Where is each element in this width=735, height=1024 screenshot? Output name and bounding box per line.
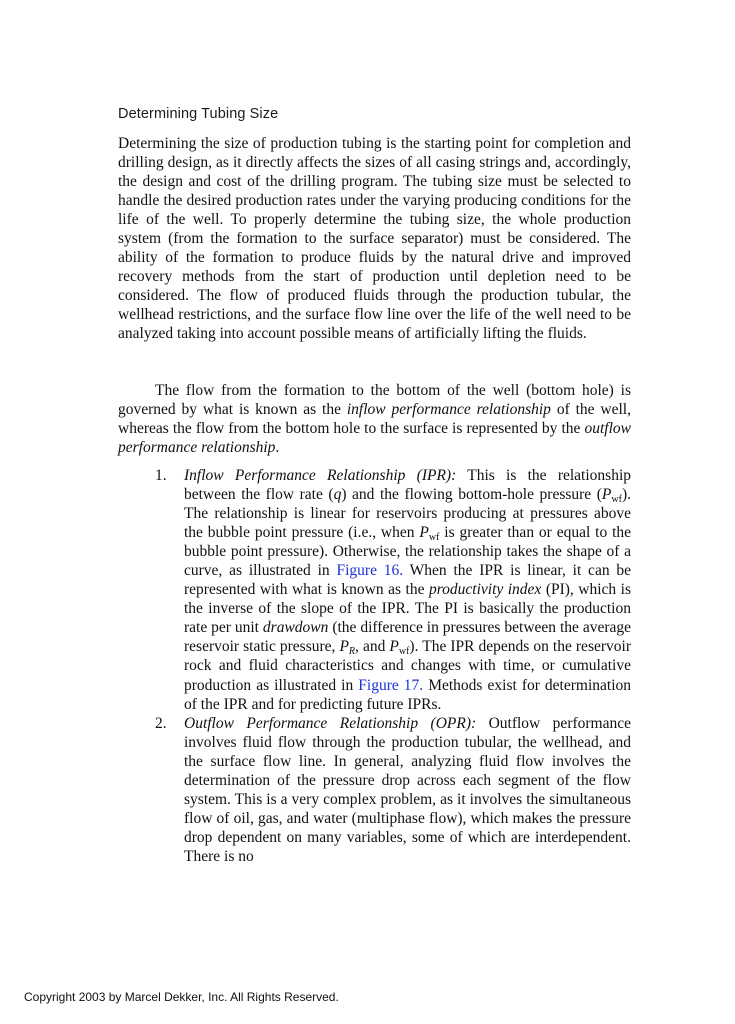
list-item-title: Inflow Performance Relationship (IPR): [184, 467, 457, 484]
productivity-index-term: productivity index [428, 581, 542, 599]
copyright-footer: Copyright 2003 by Marcel Dekker, Inc. All Rights Reserved. [24, 990, 339, 1004]
outflow-term: outflow performance relationship [118, 420, 631, 457]
inflow-term: inflow performance relationship [346, 401, 551, 419]
intro-paragraph-text: Determining the size of production tubing is the starting point for completion and drilling design, as it directly affects the sizes of all casing strings and, accordingly, the design and cost of the drilling program. The tubing size must be selected to handle the desired production rates under the varying producing conditions for the life of the well. To properly determine the tubing size, the whole production system (from the formation to the surface separator) must be considered. The ability of the formation to produce fluids by the natural drive and improved recovery methods from the start of production until depletion need to be considered. The flow of produced fluids through the production tubular, the wellhead restrictions, and the surface flow line over the life of the well need to be analyzed taking into account possible means of artificially lifting the fluids. [118, 135, 631, 343]
list-number: 2. [155, 714, 167, 732]
figure-16-link[interactable]: Figure 16. [336, 562, 404, 580]
section-heading: Determining Tubing Size [118, 106, 279, 122]
flow-paragraph [118, 381, 631, 457]
list-item-title: Outflow Performance Relationship (OPR): [184, 714, 477, 732]
figure-17-link[interactable]: Figure 17. [358, 676, 424, 694]
numbered-list [118, 466, 631, 866]
list-item-ipr: 1. Inflow Performance Relationship (IPR): This is the relationship between the flow rate (q) and the flowing bottom-hole pressure $(P_{wf})$. The relationship is linear for reservoirs producing at pressures above the bubble point pressure (i.e., when $P_{wf}$ is greater than or equal to the bubble point pressure). Otherwise, the relationship takes the shape of a curve, as illustrated in Figure 16. When the IPR is linear, it can be represented with what is known as the productivity index (PI), which is the inverse of the slope of the IPR. The PI is basically the production rate per unit drawdown (the difference in pressures between the average reservoir static pressure, $P_R$, and $P_{wf}$). The IPR depends on the reservoir rock and fluid characteristics and changes with time, or cumulative production as illustrated in Figure 17. Methods exist for determination of the IPR and for predicting future IPRs. [155, 467, 632, 713]
list-number: 1. [155, 467, 167, 484]
list-item-opr: 2. Outflow Performance Relationship (OPR): Outflow performance involves fluid flow through the production tubular, the wellhead, and the surface flow line. In general, analyzing fluid flow involves the determination of the pressure drop across each segment of the flow system. This is a very complex problem, as it involves the simultaneous flow of oil, gas, and water (multiphase flow), which makes the pressure drop dependent on many variables, some of which are interdependent. There is no [155, 714, 631, 865]
intro-paragraph [118, 134, 631, 344]
flow-paragraph-text: The flow from the formation to the bottom of the well (bottom hole) is governed by what is known as the inflow performance relationship of the well, whereas the flow from the bottom hole to the surface is represented by the outflow performance relationship. [118, 382, 631, 457]
